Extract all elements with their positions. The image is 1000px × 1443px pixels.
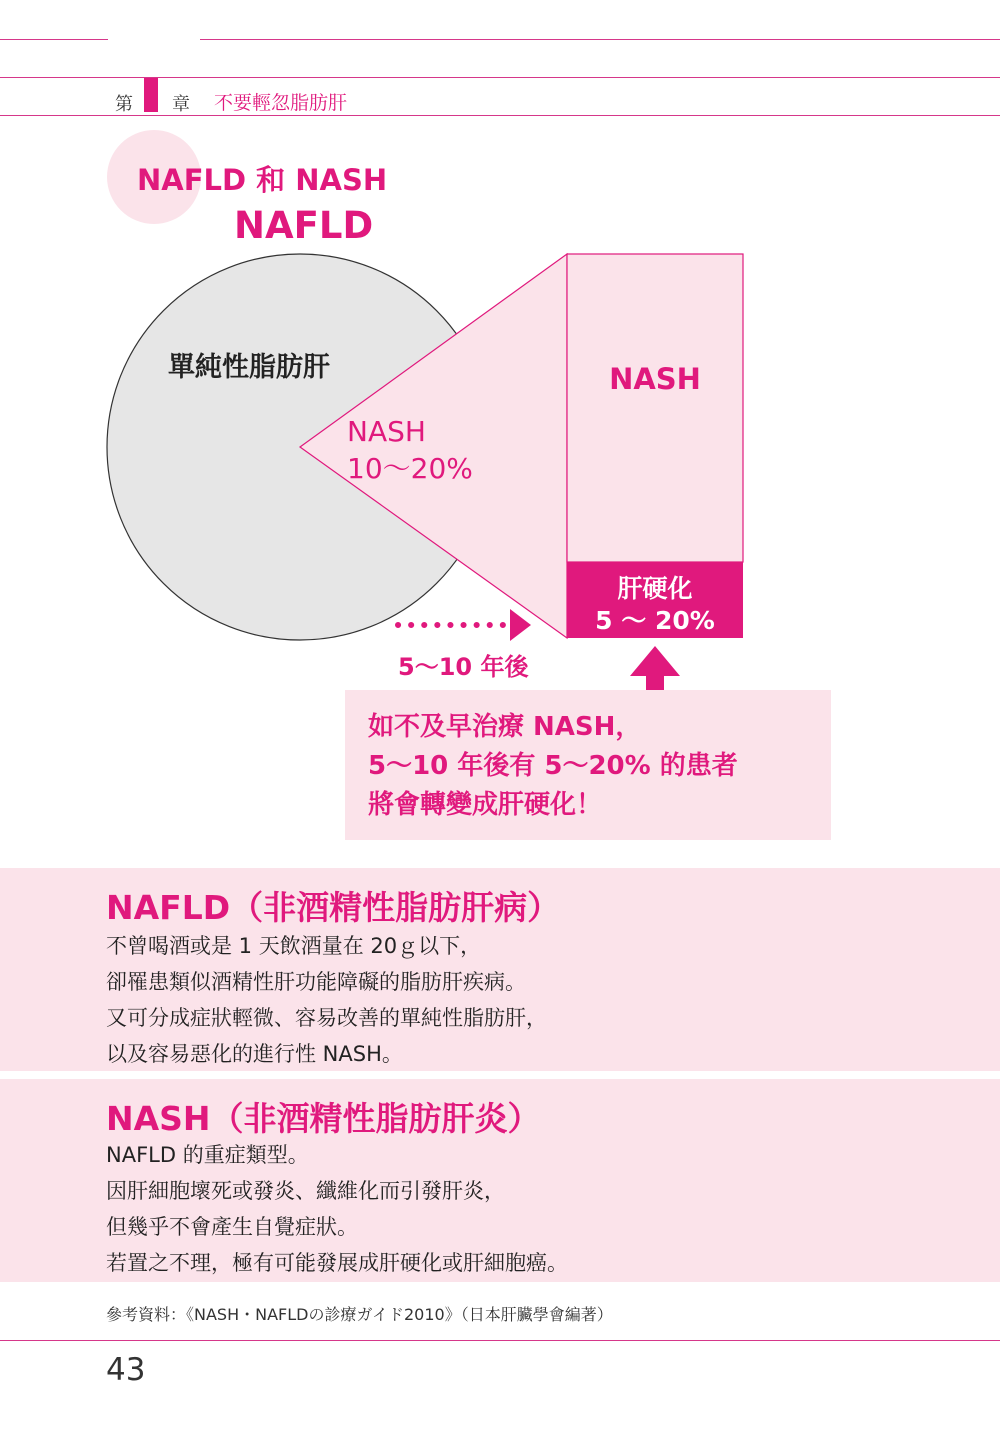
nash-slice-name: NASH (347, 415, 426, 448)
definition-line: 但幾乎不會產生自覺症狀。 (106, 1215, 358, 1239)
callout-line: 如不及早治療 NASH， (368, 712, 642, 742)
definition-line: 若置之不理，極有可能發展成肝硬化或肝細胞癌。 (106, 1251, 568, 1275)
reference-note: 參考資料：《NASH・NAFLDの診療ガイド2010》（日本肝臟學會編著） (106, 1305, 613, 1324)
section-heading: NAFLD 和 NASH (137, 163, 388, 197)
callout-line: 5～10 年後有 5～20% 的患者 (368, 751, 738, 781)
cirrhosis-name: 肝硬化 (617, 574, 693, 603)
cirrhosis-percentage: 5 ～ 20% (595, 606, 715, 635)
definition-line: 因肝細胞壞死或發炎、纖維化而引發肝炎， (106, 1179, 505, 1203)
bar-nash-label: NASH (609, 362, 701, 396)
definition-line: NAFLD 的重症類型。 (106, 1143, 309, 1167)
nash-definition-box (0, 1079, 1000, 1282)
nash-bar (567, 254, 743, 562)
definition-line: 又可分成症狀輕微、容易改善的單純性脂肪肝， (106, 1006, 547, 1030)
simple-fatty-liver-label: 單純性脂肪肝 (168, 352, 330, 383)
nash-definition-title: NASH（非酒精性脂肪肝炎） (106, 1099, 541, 1138)
nash-slice-percentage: 10～20% (347, 452, 473, 485)
warning-callout (345, 690, 831, 840)
nafld-definition-body (106, 928, 547, 1072)
callout-line: 將會轉變成肝硬化！ (368, 790, 603, 820)
nash-definition-body (106, 1137, 568, 1281)
definition-line: 以及容易惡化的進行性 NASH。 (106, 1042, 403, 1066)
nafld-label: NAFLD (234, 204, 374, 247)
chapter-prefix: 第 (115, 94, 133, 115)
definition-line: 不曾喝酒或是 1 天飲酒量在 20ｇ以下， (106, 934, 482, 958)
timeline-label: 5～10 年後 (398, 653, 529, 681)
footer-rule (0, 1340, 1000, 1341)
nafld-definition-box (0, 868, 1000, 1071)
page-number: 43 (106, 1352, 146, 1388)
chapter-title: 不要輕忽脂肪肝 (214, 92, 348, 114)
definition-line: 卻罹患類似酒精性肝功能障礙的脂肪肝疾病。 (106, 970, 526, 994)
nafld-definition-title: NAFLD（非酒精性脂肪肝病） (106, 888, 561, 927)
chapter-suffix: 章 (172, 94, 190, 115)
timeline-arrowhead (510, 609, 531, 641)
